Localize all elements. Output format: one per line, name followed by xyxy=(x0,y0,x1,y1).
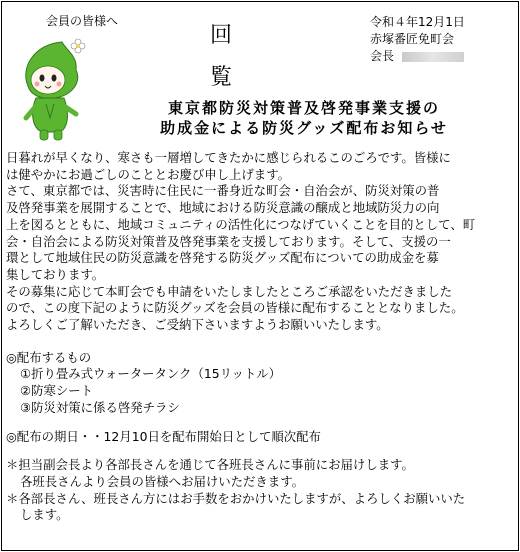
greeting-line-1: 日暮れが早くなり、寒さも一層増してきたかに感じられるこのごろです。皆様に xyxy=(6,150,451,165)
distribution-period: ◎配布の期日・・12月10日を配布開始日として順次配布 xyxy=(6,428,321,444)
notice-title xyxy=(94,98,514,138)
chair-line xyxy=(370,48,465,65)
date: 令和４年12月1日 xyxy=(370,15,465,29)
note-2-line-2: します。 xyxy=(20,507,69,523)
redacted-name xyxy=(402,52,464,62)
green-leaf-mascot-icon xyxy=(12,34,96,146)
para-line-5: 環として地域住民の防災意識を啓発する防災グッズ配布についての助成金を募 xyxy=(6,250,439,266)
para-line-3: 上を図るとともに、地域コミュニティの活性化につなげていくことを目的として、町 xyxy=(6,216,476,232)
item-thermal-sheet: ②防寒シート xyxy=(20,383,94,399)
note-1-line-2: 各班長さんより会員の皆様へお届けいただきます。 xyxy=(20,473,304,489)
para2-line-2: ので、この度下記のように防災グッズを会員の皆様に配布することとなりました。 xyxy=(6,300,464,316)
para-line-4: 会・自治会による防災対策普及啓発事業を支援しております。そして、支援の一 xyxy=(6,233,451,249)
items-heading: ◎配布するもの xyxy=(6,349,92,365)
greeting-line-2: は健やかにお過ごしのこととお慶び申し上げます。 xyxy=(6,166,290,182)
addressee: 会員の皆様へ xyxy=(46,14,119,28)
organization: 赤塚番匠免町会 xyxy=(370,32,455,46)
chair-label: 会長 xyxy=(370,49,395,63)
item-flyer: ③防災対策に係る啓発チラシ xyxy=(20,399,180,415)
para2-line-3: よろしくご了解いただき、ご受納下さいますようお願いいたします。 xyxy=(6,317,389,333)
para-line-2: 及啓発事業を展開することで、地域における防災意識の醸成と地域防災力の向 xyxy=(6,200,440,216)
para-line-6: 集しております。 xyxy=(6,266,105,282)
notice-body xyxy=(6,150,512,524)
item-water-tank: ①折り畳み式ウォータータンク（15リットル） xyxy=(20,366,282,382)
kairan-char-2: 覧 xyxy=(210,65,233,90)
para2-line-1: その募集に応じて本町会でも申請をいたしましたところご承認をいただきました xyxy=(6,283,453,299)
note-1-line-1: ＊担当副会長より各部長さんを通じて各班長さんに事前にお届けします。 xyxy=(6,457,414,473)
kairan-char-1: 回 xyxy=(210,23,233,48)
para-line-1: さて、東京都では、災害時に住民に一番身近な町会・自治会が、防災対策の普 xyxy=(6,183,440,199)
note-2-line-1: ＊各部長さん、班長さん方にはお手数をおかけいたしますが、よろしくお願いいた xyxy=(6,490,466,506)
sender-block xyxy=(370,14,465,65)
title-line-1: 東京都防災対策普及啓発事業支援の xyxy=(167,99,440,117)
title-line-2: 助成金による防災グッズ配布お知らせ xyxy=(160,119,448,137)
